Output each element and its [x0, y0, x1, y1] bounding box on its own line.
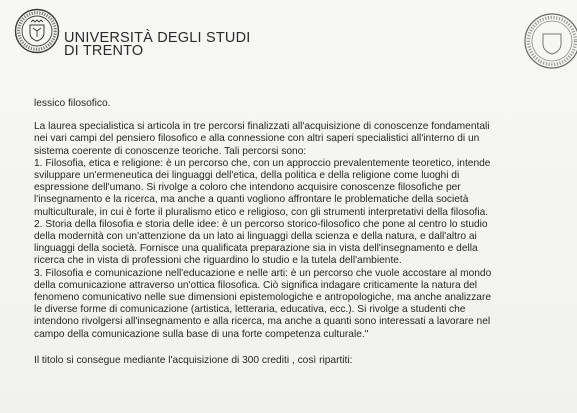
- university-name: [64, 32, 251, 58]
- university-name-line-1: UNIVERSITÀ DEGLI STUDI: [64, 30, 251, 46]
- university-seal-icon: [14, 8, 60, 54]
- paragraph-intro: lessico filosofico.: [34, 98, 111, 109]
- university-name-line-2: DI TRENTO: [64, 43, 144, 59]
- paragraph-curricula: La laurea specialistica si articola in tre percorsi finalizzati all'acquisizione di conoscenze fondamentali nei vari campi del pensiero filosofico e alla connessione con altri saperi specialistici all'interno di un sistema coerente di conoscenze teoriche. Tali percorsi sono: 1. Filosofia, etica e religione: è un percorso che, con un approccio prevalentemente teoretico, intende sviluppare un'ermeneutica dei linguaggi dell'etica, della politica e della religione come luoghi di espressione dell'umano. Si rivolge a coloro che intendono acquisire conoscenze filosofiche per l'insegnamento e la ricerca, ma anche a quanti vogliono affrontare le problematiche della società multiculturale, in cui è forte il pluralismo etico e religioso, con gli strumenti interpretativi della filosofia. 2. Storia della filosofia e storia delle idee: è un percorso storico-filosofico che pone al centro lo studio della modernità con un'attenzione da un lato ai linguaggi della scienza e della natura, e dall'altro ai linguaggi della società. Fornisce una qualificata preparazione sia in vista dell'insegnamento e della ricerca che in vista di professioni che riguardino lo studio e la tutela dell'ambiente. 3. Filosofia e comunicazione nell'educazione e nelle arti: è un percorso che vuole accostare al mondo della comunicazione attraverso un'ottica filosofica. Ciò significa indagare criticamente la natura del fenomeno comunicativo nelle sue dimensioni epistemologiche e antropologiche, ma anche analizzare le diverse forme di comunicazione (artistica, letteraria, educativa, ecc.). Si rivolge a studenti che intendono rivolgersi all'insegnamento e alla ricerca, ma anche a quanti sono interessati a lavorare nel campo della comunicazione sulla base di una forte competenza culturale.": [34, 121, 492, 340]
- university-seal-partial-icon: [523, 12, 577, 70]
- document-body: [34, 98, 566, 367]
- paragraph-credits: Il titolo si consegue mediante l'acquisizione di 300 crediti , così ripartiti:: [34, 354, 353, 366]
